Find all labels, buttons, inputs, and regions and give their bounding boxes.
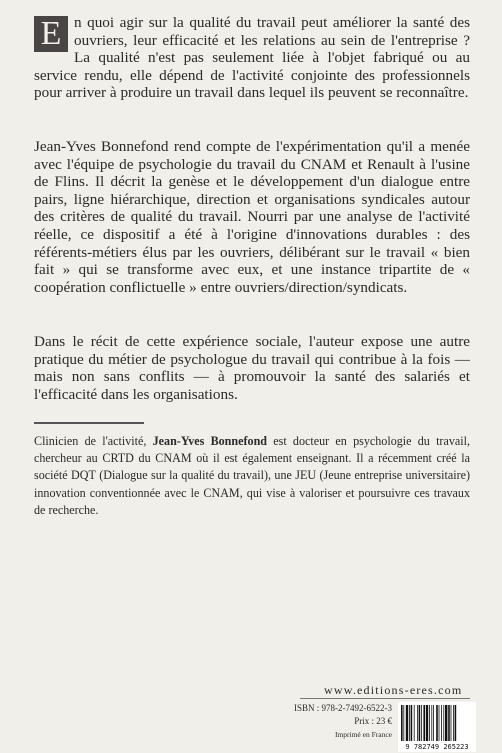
bio-crtd: CRTD xyxy=(102,451,134,466)
bio-cnam-1: CNAM xyxy=(155,451,192,466)
barcode-bar xyxy=(411,705,413,741)
bio-text-2: du xyxy=(133,451,156,466)
barcode-bar xyxy=(445,705,447,741)
bio-text-5: (Jeune entreprise universitaire) innovation conventionnée avec le xyxy=(34,468,470,500)
bio-text-4: (Dialogue sur la qualité du travail), une xyxy=(95,468,296,483)
website-underline xyxy=(300,698,470,699)
barcode-bar xyxy=(453,705,454,741)
barcode-bar xyxy=(409,705,410,741)
barcode-bar xyxy=(406,705,408,741)
intro-paragraph xyxy=(34,14,470,102)
bio-jeu: JEU xyxy=(295,468,317,483)
drop-cap: E xyxy=(34,16,68,52)
bio-author-name: Jean-Yves Bonnefond xyxy=(152,434,268,448)
barcode-bar xyxy=(441,705,442,741)
barcode xyxy=(398,702,476,752)
bio-dqt: DQT xyxy=(70,468,96,483)
publisher-website: www.editions-eres.com xyxy=(324,683,463,697)
author-bio xyxy=(34,433,470,519)
bio-text-1: est docteur en psychologie du travail, chercheur au xyxy=(34,434,470,466)
summary-paragraph xyxy=(34,138,470,296)
summary-text-2: et Renault à l'usine de Flins. Il décrit la genèse et le développement d'un dialogue entre pairs, ligne hiérarchique, direction et organisations syndicales autour des critères de qualité du travail. Nourri par une analyse de l'activité réelle, ce dispositif a été à l'origine d'innovations durables : des référents-métiers élus par les ouvriers, délibérant sur le travail « bien fait » qui se transforme avec eux, et une instance tripartite de « coopération conflictuelle » entre ouvriers/direction/syndicats. xyxy=(34,155,470,296)
intro-text: n quoi agir sur la qualité du travail peut améliorer la santé des ouvriers, leur efficacité et les relations au sein de l'entreprise ? La qualité n'est pas seulement liée à l'objet fabriqué ou au service rendu, elle dépend de l'activité conjointe des professionnels pour arriver à produire un travail dans lequel ils peuvent se reconnaître. xyxy=(34,14,470,102)
barcode-bar xyxy=(431,705,432,741)
conclusion-text: Dans le récit de cette expérience sociale, l'auteur expose une autre pratique du métier de psychologue du travail qui contribue à la fois — mais non sans conflits — à promouvoir la santé des salariés et l'efficacité dans les organisations. xyxy=(34,333,470,403)
conclusion-paragraph xyxy=(34,333,470,403)
bio-text-6: , qui vise à valoriser et poursuivre ces travaux de recherche. xyxy=(34,485,470,517)
barcode-bar xyxy=(419,705,421,741)
barcode-bar xyxy=(439,705,440,741)
barcode-digits: 9 782749 265223 xyxy=(405,743,469,751)
barcode-bar xyxy=(414,705,415,741)
barcode-bar xyxy=(433,705,434,741)
barcode-graphic xyxy=(398,702,476,752)
barcode-bar xyxy=(417,705,418,741)
barcode-bar xyxy=(426,705,428,741)
price-text: Prix : 23 € xyxy=(354,716,392,726)
bio-text-3: où il est également enseignant. Il a récemment créé la société xyxy=(34,451,470,483)
section-divider xyxy=(34,422,144,424)
barcode-bar xyxy=(421,705,422,741)
barcode-bar xyxy=(403,705,404,741)
printed-in-text: Imprimé en France xyxy=(334,730,392,739)
barcode-bar xyxy=(436,705,438,741)
summary-text-1: Jean-Yves Bonnefond rend compte de l'expérimentation qu'il a menée avec l'équipe de psychologie du travail du xyxy=(34,138,470,173)
barcode-bar xyxy=(423,705,425,741)
book-meta xyxy=(292,702,392,741)
barcode-bar xyxy=(401,705,403,741)
barcode-bar xyxy=(429,705,430,741)
bio-cnam-2: CNAM xyxy=(203,485,240,500)
barcode-bar xyxy=(451,705,452,741)
bio-lead: Clinicien de l'activité, xyxy=(34,434,153,448)
summary-cnam: CNAM xyxy=(300,155,347,173)
barcode-bar xyxy=(455,705,457,741)
isbn-text: ISBN : 978-2-7492-6522-3 xyxy=(294,703,392,713)
barcode-bar xyxy=(443,705,444,741)
barcode-bar xyxy=(448,705,450,741)
